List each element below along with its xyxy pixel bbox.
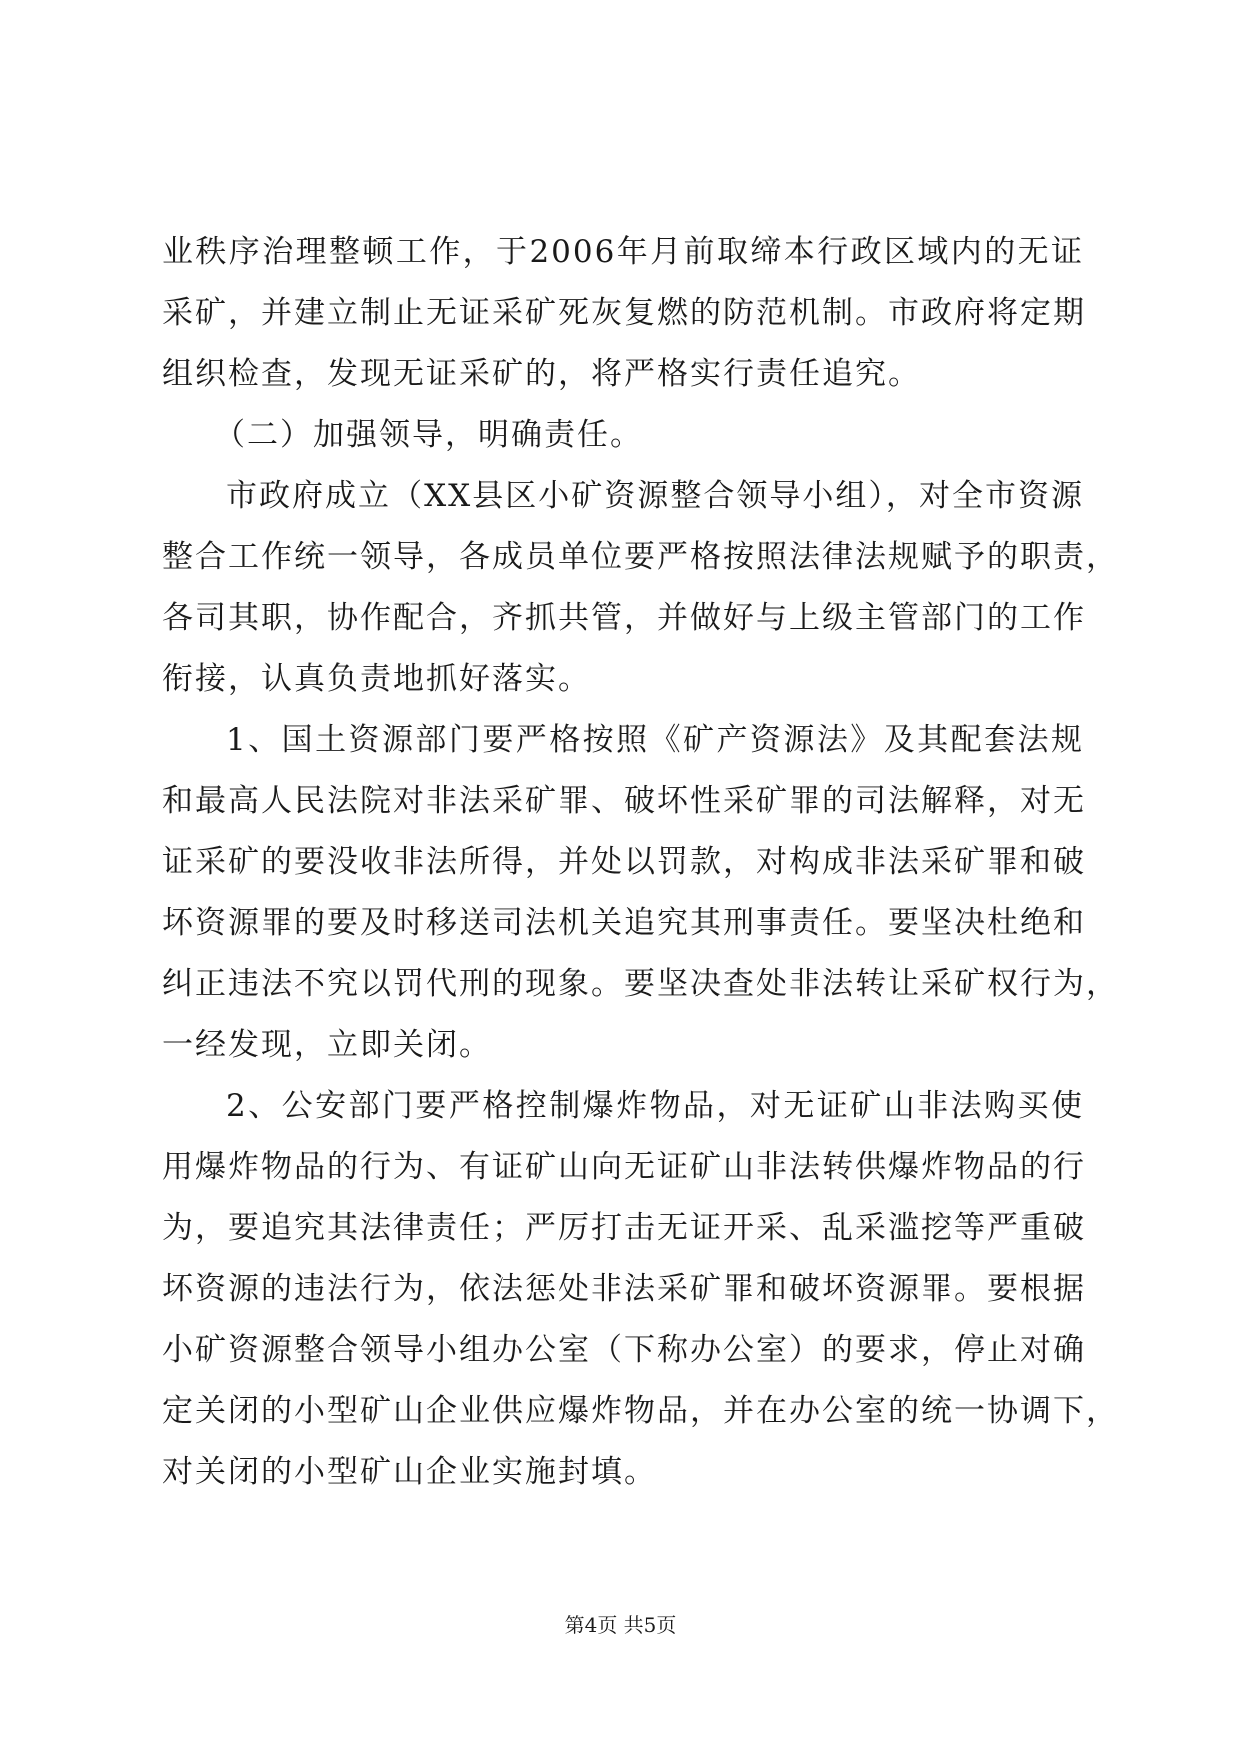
text-line: 市政府成立（XX县区小矿资源整合领导小组），对全市资源 [226,478,1084,514]
text-line: 业秩序治理整顿工作，于2006年月前取缔本行政区域内的无证 [162,234,1084,270]
text-line: 采矿，并建立制止无证采矿死灰复燃的防范机制。市政府将定期 [162,295,1086,331]
section-heading: （二）加强领导，明确责任。 [214,417,643,453]
page-number-footer: 第4页 共5页 [564,1613,677,1637]
text-line: 定关闭的小型矿山企业供应爆炸物品，并在办公室的统一协调下， [162,1393,1119,1429]
text-line: 1、国土资源部门要严格按照《矿产资源法》及其配套法规 [226,722,1084,758]
text-line: 坏资源的违法行为，依法惩处非法采矿罪和破坏资源罪。要根据 [162,1271,1086,1307]
text-line: 和最高人民法院对非法采矿罪、破坏性采矿罪的司法解释，对无 [162,783,1086,819]
text-line: 用爆炸物品的行为、有证矿山向无证矿山非法转供爆炸物品的行 [162,1149,1086,1185]
text-line: 证采矿的要没收非法所得，并处以罚款，对构成非法采矿罪和破 [162,844,1086,880]
text-line: 2、公安部门要严格控制爆炸物品，对无证矿山非法购买使 [226,1088,1084,1124]
text-line: 对关闭的小型矿山企业实施封填。 [162,1454,657,1490]
text-line: 纠正违法不究以罚代刑的现象。要坚决查处非法转让采矿权行为， [162,966,1119,1002]
text-line: 为，要追究其法律责任；严厉打击无证开采、乱采滥挖等严重破 [162,1210,1086,1246]
document-body [162,222,1119,1503]
text-line: 一经发现，立即关闭。 [162,1027,492,1063]
text-line: 小矿资源整合领导小组办公室（下称办公室）的要求，停止对确 [162,1332,1086,1368]
text-line: 坏资源罪的要及时移送司法机关追究其刑事责任。要坚决杜绝和 [162,905,1086,941]
text-line: 衔接，认真负责地抓好落实。 [162,661,591,697]
text-line: 各司其职，协作配合，齐抓共管，并做好与上级主管部门的工作 [162,600,1086,636]
text-line: 组织检查，发现无证采矿的，将严格实行责任追究。 [162,356,921,392]
text-line: 整合工作统一领导，各成员单位要严格按照法律法规赋予的职责， [162,539,1119,575]
